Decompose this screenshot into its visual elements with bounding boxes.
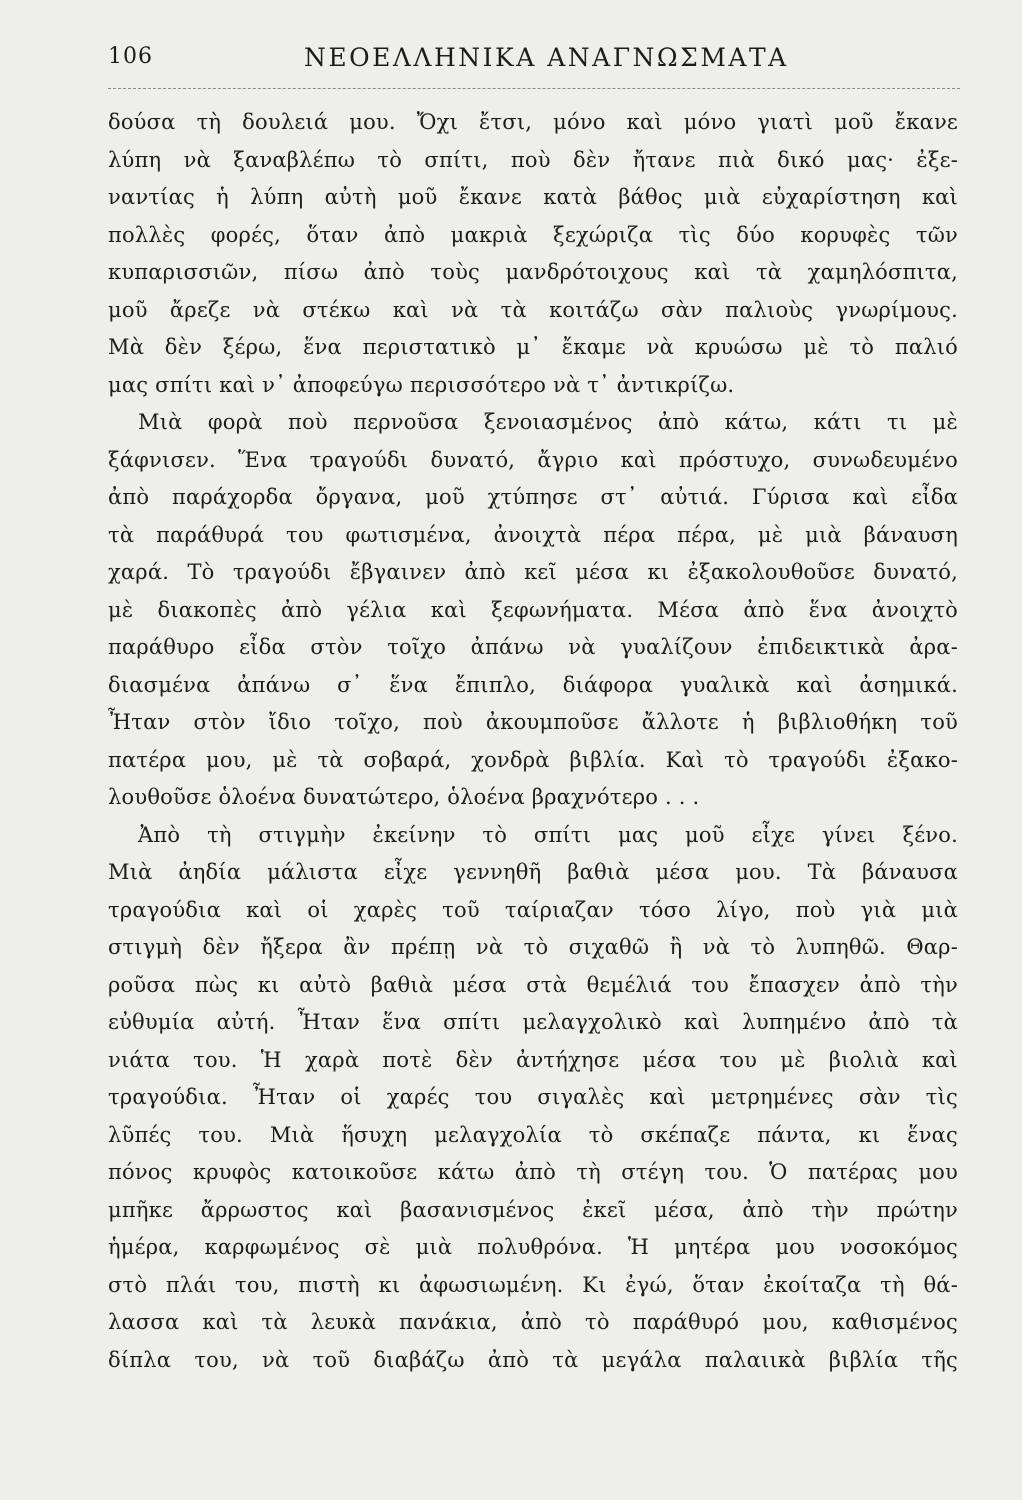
running-title: ΝΕΟΕΛΛΗΝΙΚΑ ΑΝΑΓΝΩΣΜΑΤΑ	[304, 43, 789, 72]
text-line: δίπλα του, νὰ τοῦ διαβάζω ἀπὸ τὰ μεγάλα παλαιικὰ βιβλία τῆς	[108, 1347, 958, 1372]
text-line: τραγούδια. Ἦταν οἱ χαρές του σιγαλὲς καὶ μετρημένες σὰν τὶς	[108, 1085, 958, 1109]
text-line: πατέρα μου, μὲ τὰ σοβαρά, χονδρὰ βιβλία. Καὶ τὸ τραγούδι ἐξακο-	[108, 747, 958, 772]
text-line: κυπαρισσιῶν, πίσω ἀπὸ τοὺς μανδρότοιχους καὶ τὰ χαμηλόσπιτα,	[108, 260, 958, 284]
text-line: μοῦ ἄρεζε νὰ στέκω καὶ νὰ τὰ κοιτάζω σὰν παλιοὺς γνωρίμους.	[108, 297, 958, 322]
text-line: λύπη νὰ ξαναβλέπω τὸ σπίτι, ποὺ δὲν ἤτανε πιὰ δικό μας· ἐξε-	[108, 147, 958, 172]
text-line: λουθοῦσε ὁλοένα δυνατώτερο, ὁλοένα βραχνότερο . . .	[108, 785, 700, 809]
text-line: ναντίας ἡ λύπη αὐτὴ μοῦ ἔκανε κατὰ βάθος μιὰ εὐχαρίστηση καὶ	[108, 185, 958, 209]
text-line: μπῆκε ἄρρωστος καὶ βασανισμένος ἐκεῖ μέσα, ἀπὸ τὴν πρώτην	[108, 1197, 958, 1222]
text-line: δούσα τὴ δουλειά μου. Ὄχι ἔτσι, μόνο καὶ μόνο γιατὶ μοῦ ἔκανε	[108, 110, 958, 134]
text-line: χαρά. Τὸ τραγούδι ἔβγαινεν ἀπὸ κεῖ μέσα κι ἐξακολουθοῦσε δυνατό,	[108, 560, 958, 584]
text-line: στιγμὴ δὲν ἤξερα ἂν πρέπῃ νὰ τὸ σιχαθῶ ἢ νὰ τὸ λυπηθῶ. Θαρ-	[108, 935, 958, 959]
text-line: Ἦταν στὸν ἴδιο τοῖχο, ποὺ ἀκουμποῦσε ἄλλοτε ἡ βιβλιοθήκη τοῦ	[108, 710, 958, 734]
text-line: διασμένα ἀπάνω σ᾽ ἕνα ἔπιπλο, διάφορα γυαλικὰ καὶ ἀσημικά.	[108, 672, 958, 697]
body-text	[108, 104, 958, 1379]
text-line: Μιὰ φορὰ ποὺ περνοῦσα ξενοιασμένος ἀπὸ κάτω, κάτι τι μὲ	[138, 410, 958, 434]
header-rule	[108, 88, 960, 89]
text-line: Ἀπὸ τὴ στιγμὴν ἐκείνην τὸ σπίτι μας μοῦ εἶχε γίνει ξένο.	[138, 822, 958, 847]
text-line: μὲ διακοπὲς ἀπὸ γέλια καὶ ξεφωνήματα. Μέσα ἀπὸ ἕνα ἀνοιχτὸ	[108, 597, 958, 622]
running-head	[108, 38, 958, 78]
text-line: ἡμέρα, καρφωμένος σὲ μιὰ πολυθρόνα. Ἡ μητέρα μου νοσοκόμος	[108, 1235, 958, 1259]
text-line: Μιὰ ἀηδία μάλιστα εἶχε γεννηθῆ βαθιὰ μέσα μου. Τὰ βάναυσα	[108, 860, 958, 884]
text-line: εὐθυμία αὐτή. Ἦταν ἕνα σπίτι μελαγχολικὸ καὶ λυπημένο ἀπὸ τὰ	[108, 1010, 958, 1034]
text-line: πολλὲς φορές, ὅταν ἀπὸ μακριὰ ξεχώριζα τὶς δύο κορυφὲς τῶν	[108, 222, 958, 247]
text-line: τραγούδια καὶ οἱ χαρὲς τοῦ ταίριαζαν τόσο λίγο, ποὺ γιὰ μιὰ	[108, 897, 958, 922]
text-line: ροῦσα πὼς κι αὐτὸ βαθιὰ μέσα στὰ θεμέλιά του ἔπασχεν ἀπὸ τὴν	[108, 972, 958, 997]
text-line: λασσα καὶ τὰ λευκὰ πανάκια, ἀπὸ τὸ παράθυρό μου, καθισμένος	[108, 1310, 958, 1334]
text-line: παράθυρο εἶδα στὸν τοῖχο ἀπάνω νὰ γυαλίζουν ἐπιδεικτικὰ ἀρα-	[108, 635, 958, 659]
page-number: 106	[108, 44, 153, 69]
text-line: λῦπές του. Μιὰ ἥσυχη μελαγχολία τὸ σκέπαζε πάντα, κι ἕνας	[108, 1122, 958, 1147]
text-line: στὸ πλάι του, πιστὴ κι ἀφωσιωμένη. Κι ἐγώ, ὅταν ἐκοίταζα τὴ θά-	[108, 1272, 958, 1297]
text-line: ἀπὸ παράχορδα ὄργανα, μοῦ χτύπησε στ᾽ αὐτιά. Γύρισα καὶ εἶδα	[108, 485, 958, 509]
text-line: πόνος κρυφὸς κατοικοῦσε κάτω ἀπὸ τὴ στέγη του. Ὁ πατέρας μου	[108, 1160, 958, 1184]
text-line: ξάφνισεν. Ἕνα τραγούδι δυνατό, ἄγριο καὶ πρόστυχο, συνωδευμένο	[108, 447, 958, 472]
text-line: νιάτα του. Ἡ χαρὰ ποτὲ δὲν ἀντήχησε μέσα του μὲ βιολιὰ καὶ	[108, 1047, 958, 1072]
text-line: Μὰ δὲν ξέρω, ἕνα περιστατικὸ μ᾽ ἔκαμε νὰ κρυώσω μὲ τὸ παλιό	[108, 335, 958, 359]
text-line: μας σπίτι καὶ ν᾽ ἀποφεύγω περισσότερο νὰ τ᾽ ἀντικρίζω.	[108, 372, 735, 397]
text-line: τὰ παράθυρά του φωτισμένα, ἀνοιχτὰ πέρα πέρα, μὲ μιὰ βάναυση	[108, 522, 958, 547]
